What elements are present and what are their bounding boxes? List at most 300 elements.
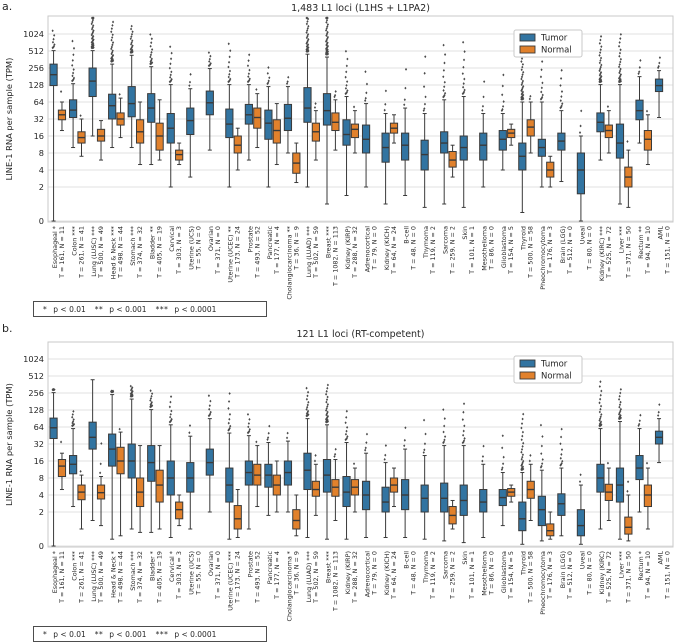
outlier-point	[580, 125, 582, 128]
outlier-point	[560, 436, 562, 439]
x-tick-name: Cholangiocarcinoma **	[285, 226, 294, 300]
outlier-point	[481, 460, 483, 463]
outlier-point	[346, 426, 348, 429]
legend-swatch-tumor	[520, 34, 535, 41]
outlier-point	[150, 389, 152, 392]
outlier-point	[620, 388, 622, 391]
outlier-point	[600, 405, 602, 408]
x-tick-counts: T = 498, N = 44	[116, 226, 125, 278]
outlier-point	[267, 66, 269, 69]
x-tick-name: Adrenocortical	[363, 226, 372, 273]
sig-symbol-1: *	[43, 304, 48, 314]
tumor-box	[421, 55, 428, 207]
category-liver	[616, 388, 632, 604]
outlier-point	[79, 114, 81, 117]
x-tick-counts: T = 500, N = 58	[526, 551, 535, 603]
x-tick-counts: T = 119, N = 2	[429, 226, 438, 274]
outlier-point	[626, 140, 628, 143]
x-tick-counts: T = 119, N = 2	[429, 551, 438, 599]
outlier-point	[72, 53, 74, 56]
outlier-point	[247, 75, 249, 78]
outlier-point	[482, 445, 484, 448]
x-tick-counts: T = 55, N = 0	[194, 226, 203, 270]
sig-symbol-2: **	[94, 629, 104, 639]
normal-box	[78, 114, 85, 156]
panel-b-significance-legend	[33, 626, 267, 642]
outlier-point	[503, 456, 505, 459]
category-head-neck	[109, 21, 125, 280]
panel-title: 1,483 L1 loci (L1HS + L1PA2)	[291, 3, 430, 14]
outlier-point	[541, 81, 543, 84]
outlier-point	[443, 85, 445, 88]
outlier-point	[307, 401, 309, 404]
outlier-point	[600, 45, 602, 48]
outlier-point	[540, 75, 542, 78]
outlier-point	[334, 453, 336, 456]
outlier-point	[228, 418, 230, 421]
outlier-point	[502, 462, 504, 465]
tumor-box	[519, 57, 526, 212]
x-tick-name: Sarcoma	[441, 551, 450, 580]
tumor-box	[538, 60, 545, 187]
tumor-box	[636, 414, 643, 512]
outlier-point	[52, 38, 54, 41]
x-tick-counts: T = 101, N = 1	[468, 551, 477, 599]
outlier-point	[112, 41, 114, 44]
outlier-point	[443, 69, 445, 72]
outlier-point	[130, 385, 132, 388]
outlier-point	[335, 448, 337, 451]
sig-label-2: p < 0.001	[109, 629, 147, 639]
tumor-box	[128, 25, 135, 148]
tumor-box	[402, 68, 409, 196]
x-tick-name: Uveal	[578, 226, 587, 245]
tumor-box	[69, 410, 76, 507]
panel-a	[4, 3, 673, 300]
normal-box	[644, 462, 651, 529]
x-tick-name: Liver ***	[617, 551, 626, 579]
x-tick-name: Thymoma	[422, 551, 431, 584]
outlier-point	[189, 424, 191, 427]
outlier-point	[169, 62, 171, 65]
normal-box	[273, 104, 280, 165]
outlier-point	[522, 445, 524, 448]
outlier-point	[171, 52, 173, 55]
outlier-point	[541, 462, 543, 465]
category-uterine-ucec-	[226, 392, 242, 611]
x-tick-counts: T = 259, N = 2	[448, 226, 457, 274]
outlier-point	[561, 102, 563, 105]
tumor-box	[343, 410, 350, 539]
tumor-box	[323, 17, 330, 204]
tumor-box	[284, 76, 291, 153]
y-tick-label: 128	[28, 404, 44, 415]
outlier-point	[599, 61, 601, 64]
outlier-point	[345, 84, 347, 87]
normal-box	[97, 121, 104, 160]
category-brain-lgg-	[558, 69, 574, 275]
outlier-point	[463, 402, 465, 405]
outlier-point	[229, 392, 231, 395]
outlier-point	[522, 71, 524, 74]
outlier-point	[618, 398, 620, 401]
x-tick-counts: T = 512, N = 0	[565, 551, 574, 599]
outlier-point	[189, 73, 191, 76]
outlier-point	[169, 416, 171, 419]
outlier-point	[522, 413, 524, 416]
category-skin	[460, 41, 476, 275]
category-glioblastoma	[499, 434, 515, 600]
outlier-point	[99, 471, 101, 474]
outlier-point	[248, 72, 250, 75]
normal-box	[449, 145, 456, 177]
x-tick-counts: T = 151, N = 0	[663, 551, 672, 599]
outlier-point	[627, 480, 629, 483]
category-breast	[323, 384, 339, 612]
outlier-point	[520, 451, 522, 454]
tumor-box	[616, 388, 623, 539]
outlier-point	[345, 87, 347, 90]
category-uterine-ucs-	[187, 424, 203, 596]
category-kidney-kirp-	[343, 410, 359, 604]
outlier-point	[306, 20, 308, 23]
outlier-point	[599, 411, 601, 414]
outlier-point	[228, 400, 230, 403]
normal-box	[78, 470, 85, 529]
category-pancreatic	[265, 66, 281, 275]
outlier-point	[345, 421, 347, 424]
x-tick-name: B-cell	[402, 551, 411, 569]
category-kidney-kich-	[382, 90, 398, 275]
normal-box	[273, 461, 280, 512]
outlier-point	[353, 106, 355, 109]
outlier-point	[424, 442, 426, 445]
outlier-point	[462, 411, 464, 414]
category-liver	[616, 33, 632, 279]
category-esophageal	[50, 29, 66, 279]
outlier-point	[119, 428, 121, 431]
x-tick-name: Rectum **	[636, 226, 645, 259]
tumor-box	[148, 389, 155, 532]
outlier-point	[60, 90, 62, 93]
x-tick-name: Pancreatic	[265, 551, 274, 585]
panel-title: 121 L1 loci (RT-competent)	[296, 329, 425, 340]
category-mesothelioma	[480, 445, 496, 596]
x-tick-counts: T = 101, N = 1	[468, 226, 477, 274]
outlier-point	[482, 105, 484, 108]
x-tick-counts: T = 371, N = 0	[214, 226, 223, 274]
tumor-box	[109, 389, 116, 539]
outlier-point	[229, 413, 231, 416]
outlier-point	[150, 41, 152, 44]
outlier-point	[169, 67, 171, 70]
x-tick-name: Head & Neck *	[109, 551, 118, 598]
outlier-point	[268, 76, 270, 79]
tumor-box	[460, 41, 467, 208]
x-tick-counts: T = 288, N = 32	[350, 226, 359, 278]
outlier-point	[229, 70, 231, 73]
normal-box	[390, 468, 397, 506]
y-tick-label: 32	[33, 438, 44, 449]
x-tick-counts: T = 498, N = 44	[116, 551, 125, 603]
category-pheochromocytoma	[538, 424, 554, 615]
category-head-neck	[109, 389, 125, 603]
legend-label-tumor: Tumor	[541, 33, 568, 44]
outlier-point	[598, 54, 600, 57]
x-tick-name: Lung (LUAD) ***	[304, 226, 313, 278]
outlier-point	[229, 49, 231, 52]
outlier-point	[540, 91, 542, 94]
outlier-point	[423, 419, 425, 422]
tumor-box	[577, 109, 584, 221]
outlier-point	[248, 53, 250, 56]
normal-box	[644, 110, 651, 165]
x-tick-counts: T = 80, N = 0	[585, 226, 594, 270]
outlier-point	[130, 35, 132, 38]
category-glioblastoma	[499, 74, 515, 275]
outlier-point	[306, 398, 308, 401]
x-tick-name: Thyroid	[519, 551, 528, 575]
outlier-point	[462, 418, 464, 421]
outlier-point	[522, 73, 524, 76]
outlier-point	[424, 95, 426, 98]
outlier-point	[150, 395, 152, 398]
outlier-point	[327, 384, 329, 387]
outlier-point	[619, 395, 621, 398]
outlier-point	[619, 41, 621, 44]
x-tick-counts: T = 64, N = 24	[389, 551, 398, 599]
outlier-point	[248, 69, 250, 72]
normal-box	[97, 442, 104, 525]
outlier-point	[327, 396, 329, 399]
category-rectum	[636, 59, 652, 275]
outlier-point	[657, 414, 659, 417]
x-tick-name: Glioblastoma	[500, 551, 509, 594]
outlier-point	[503, 100, 505, 103]
y-tick-label: 256	[28, 62, 44, 73]
outlier-point	[442, 75, 444, 78]
outlier-point	[364, 449, 366, 452]
outlier-point	[72, 59, 74, 62]
x-tick-counts: T = 86, N = 0	[487, 551, 496, 595]
x-tick-counts: T = 259, N = 2	[448, 551, 457, 599]
normal-box	[254, 88, 261, 147]
outlier-point	[423, 451, 425, 454]
outlier-point	[111, 36, 113, 39]
normal-box	[136, 446, 143, 533]
category-kidney-kirc-	[597, 380, 613, 604]
outlier-point	[599, 380, 601, 383]
y-axis-label: LINE-1 RNA per sample (TPM)	[4, 383, 14, 506]
outlier-point	[305, 387, 307, 390]
sig-symbol-3: ***	[155, 304, 169, 314]
outlier-point	[119, 93, 121, 96]
tumor-box	[499, 74, 506, 170]
outlier-point	[365, 91, 367, 94]
outlier-point	[618, 55, 620, 58]
outlier-point	[366, 433, 368, 436]
normal-box	[605, 105, 612, 153]
y-tick-label: 8	[38, 472, 44, 483]
legend-label-normal: Normal	[541, 45, 572, 56]
outlier-point	[326, 390, 328, 393]
x-tick-name: Uterine (UCEC) **	[226, 226, 235, 283]
outlier-point	[100, 442, 102, 445]
x-tick-name: Rectum *	[636, 551, 645, 581]
normal-box	[234, 490, 241, 538]
normal-box	[136, 102, 143, 165]
outlier-point	[599, 385, 601, 388]
x-tick-name: Colon ***	[70, 551, 79, 581]
outlier-point	[444, 81, 446, 84]
outlier-point	[170, 57, 172, 60]
outlier-point	[619, 61, 621, 64]
outlier-point	[462, 434, 464, 437]
x-tick-counts: T = 161, N = 11	[57, 226, 66, 278]
x-tick-name: Skin	[461, 226, 470, 240]
normal-box	[351, 106, 358, 153]
category-cervical	[167, 395, 183, 600]
x-tick-counts: T = 64, N = 24	[389, 226, 398, 274]
x-tick-name: Ovarian	[207, 551, 216, 577]
outlier-point	[227, 407, 229, 410]
outlier-point	[228, 42, 230, 45]
normal-box	[254, 440, 261, 506]
normal-box	[58, 441, 65, 490]
x-tick-counts: T = 80, N = 0	[585, 551, 594, 595]
normal-box	[332, 90, 339, 150]
x-tick-counts: T = 374, N = 32	[136, 226, 145, 278]
x-tick-counts: T = 79, N = 0	[370, 551, 379, 595]
x-tick-name: Brain (LGG)	[558, 226, 567, 264]
normal-box	[58, 90, 65, 130]
category-pheochromocytoma	[538, 60, 554, 290]
x-tick-name: Bladder **	[148, 226, 157, 260]
x-tick-counts: T = 176, N = 3	[546, 551, 555, 599]
outlier-point	[521, 68, 523, 71]
tumor-box	[480, 445, 487, 538]
category-sarcoma	[441, 44, 457, 275]
sig-label-1: p < 0.01	[53, 629, 86, 639]
category-colon	[69, 410, 85, 604]
x-tick-name: Breast ***	[324, 226, 333, 259]
outlier-point	[599, 59, 601, 62]
outlier-point	[619, 401, 621, 404]
x-tick-name: Thyroid	[519, 226, 528, 250]
x-tick-counts: T = 493, N = 52	[253, 551, 262, 603]
x-tick-name: AML	[656, 551, 665, 565]
outlier-point	[209, 55, 211, 58]
outlier-point	[541, 435, 543, 438]
outlier-point	[307, 404, 309, 407]
outlier-point	[345, 433, 347, 436]
outlier-point	[169, 401, 171, 404]
normal-box	[547, 512, 554, 539]
outlier-point	[521, 57, 523, 60]
outlier-point	[345, 71, 347, 74]
outlier-point	[228, 73, 230, 76]
outlier-point	[170, 74, 172, 77]
outlier-point	[599, 51, 601, 54]
y-tick-label: 1024	[23, 353, 44, 364]
category-ovarian	[206, 394, 222, 600]
category-aml	[655, 56, 671, 275]
outlier-point	[100, 463, 102, 466]
outlier-point	[208, 394, 210, 397]
category-thymoma	[421, 55, 437, 275]
legend-swatch-tumor	[520, 360, 535, 367]
category-esophageal	[50, 388, 66, 604]
x-tick-name: Stomach ***	[129, 226, 138, 266]
normal-box	[117, 93, 124, 138]
outlier-point	[561, 90, 563, 93]
outlier-point	[306, 394, 308, 397]
outlier-point	[521, 422, 523, 425]
outlier-point	[346, 58, 348, 61]
y-tick-label: 512	[28, 45, 44, 56]
x-tick-name: Kidney (KICH)	[382, 226, 391, 271]
outlier-point	[403, 444, 405, 447]
tumor-box	[50, 29, 57, 221]
outlier-point	[522, 431, 524, 434]
tumor-box	[402, 426, 409, 537]
outlier-point	[560, 77, 562, 80]
outlier-point	[151, 37, 153, 40]
x-tick-counts: T = 374, N = 32	[136, 551, 145, 603]
outlier-point	[208, 60, 210, 63]
outlier-point	[598, 401, 600, 404]
outlier-point	[314, 460, 316, 463]
tumor-box	[167, 45, 174, 187]
outlier-point	[424, 103, 426, 106]
outlier-point	[658, 403, 660, 406]
category-kidney-kirp-	[343, 50, 359, 279]
normal-box	[156, 100, 163, 160]
x-tick-name: Breast ***	[324, 551, 333, 584]
y-tick-label: 16	[33, 130, 44, 141]
category-kidney-kirc-	[597, 35, 613, 281]
x-tick-name: Uterine (UCS)	[187, 551, 196, 595]
x-tick-name: Kidney (KIRP)	[343, 226, 352, 270]
x-tick-counts: T = 493, N = 52	[253, 226, 262, 278]
outlier-point	[639, 414, 641, 417]
sig-symbol-1: *	[43, 629, 48, 639]
outlier-point	[442, 44, 444, 47]
outlier-point	[248, 418, 250, 421]
outlier-point	[149, 56, 151, 59]
category-uveal	[577, 109, 593, 270]
outlier-point	[561, 428, 563, 431]
outlier-point	[110, 39, 112, 42]
outlier-point	[463, 430, 465, 433]
outlier-point	[365, 446, 367, 449]
outlier-point	[247, 425, 249, 428]
outlier-point	[314, 106, 316, 109]
tumor-box	[245, 53, 252, 160]
outlier-point	[600, 413, 602, 416]
x-tick-counts: T = 173, N = 24	[233, 226, 242, 278]
outlier-point	[384, 454, 386, 457]
outlier-point	[424, 55, 426, 58]
x-tick-name: Pancreatic	[265, 226, 274, 260]
x-tick-name: Colon ***	[70, 226, 79, 256]
tumor-box	[109, 21, 116, 148]
outlier-point	[385, 444, 387, 447]
y-tick-label: 64	[33, 421, 44, 432]
outlier-point	[209, 404, 211, 407]
sig-label-3: p < 0.0001	[174, 629, 217, 639]
category-brain-lgg-	[558, 428, 574, 600]
